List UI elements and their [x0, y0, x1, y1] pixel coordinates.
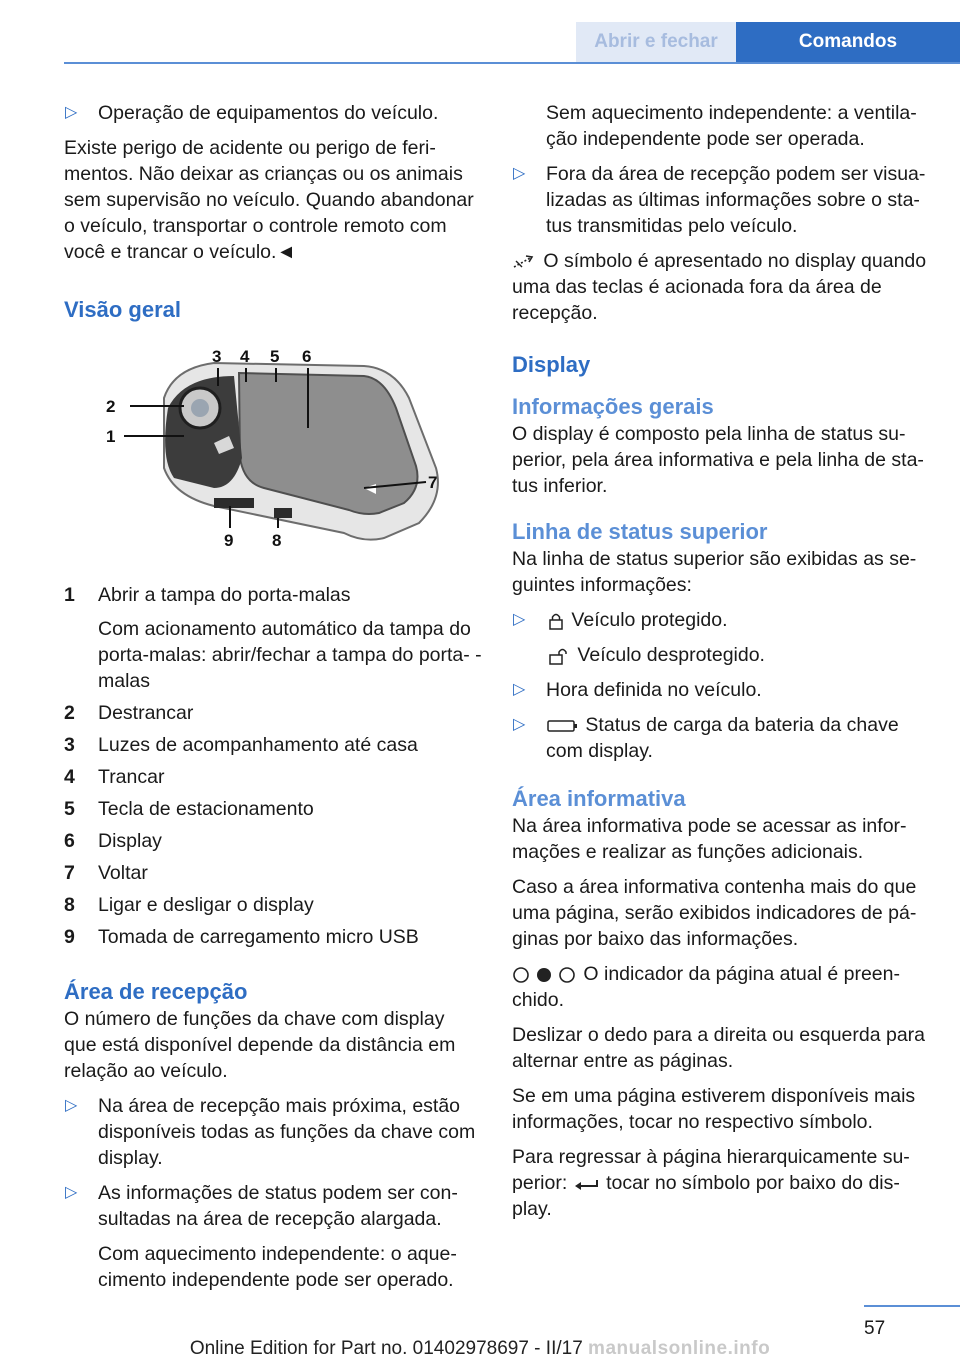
display-key-illustration	[64, 338, 482, 558]
reception-heading: Área de recepção	[64, 979, 248, 1004]
figure-label-7: 7	[428, 473, 438, 492]
legend-item-2: 2 Destrancar	[64, 702, 194, 724]
triangle-bullet-icon: ▷	[513, 681, 526, 698]
legend-item-1: 1 Abrir a tampa do porta-malas Com acionamento automático da tampa do porta-malas: abrir/fechar a tampa do porta- -malas	[64, 584, 482, 692]
bullet-operation: ▷ Operação de equipamentos do veículo.	[65, 102, 439, 124]
padlock-open-icon	[546, 646, 572, 666]
back-arrow-icon	[573, 1176, 601, 1192]
battery-icon	[546, 718, 580, 734]
figure-label-6: 6	[302, 347, 312, 366]
status-battery: ▷ Status de carga da bateria da chave com display.	[513, 714, 899, 762]
warning-text: Existe perigo de acidente ou perigo de feri- mentos. Não deixar as crianças ou os animais sem supervisão no veículo. Quando abandonar o veículo, transportar o controle remoto com você e trancar o veículo.◄	[64, 137, 474, 263]
figure-label-3: 3	[212, 347, 222, 366]
edition-text: Online Edition for Part no. 01402978697 - II/17	[189, 1338, 583, 1359]
general-info-heading: Informações gerais	[512, 394, 714, 419]
swipe-text: Deslizar o dedo para a direita ou esquerda para alternar entre as páginas.	[512, 1024, 926, 1072]
ventilation-text: Sem aquecimento independente: a ventila- ção independente pode ser operada.	[546, 102, 917, 150]
figure-label-9: 9	[224, 531, 234, 550]
triangle-bullet-icon: ▷	[513, 716, 526, 733]
padlock-closed-icon	[546, 611, 566, 631]
figure-label-1: 1	[106, 427, 116, 446]
triangle-bullet-icon: ▷	[513, 165, 526, 182]
status-time: ▷ Hora definida no veículo.	[513, 679, 762, 701]
watermark: manualsonline.info	[588, 1338, 771, 1359]
info-area-text-2: Caso a área informativa contenha mais do que uma página, serão exibidos indicadores de pá- ginas por baixo das informações.	[512, 876, 917, 950]
legend-item-6: 6 Display	[64, 830, 162, 852]
key-figure	[64, 338, 482, 558]
triangle-bullet-icon: ▷	[65, 104, 78, 121]
page-indicator-dots-icon	[512, 966, 578, 984]
figure-label-8: 8	[272, 531, 282, 550]
symbol-note: O símbolo é apresentado no display quando uma das teclas é acionada fora da área de recepção.	[512, 250, 927, 324]
triangle-bullet-icon: ▷	[513, 611, 526, 628]
legend-item-5: 5 Tecla de estacionamento	[64, 798, 314, 820]
figure-label-2: 2	[106, 397, 116, 416]
status-protected: ▷ Veículo protegido.	[513, 609, 728, 631]
triangle-bullet-icon: ▷	[65, 1097, 78, 1114]
more-info-text: Se em uma página estiverem disponíveis mais informações, tocar no respectivo símbolo.	[512, 1085, 916, 1133]
overview-heading: Visão geral	[64, 297, 181, 322]
tab-abrir-e-fechar[interactable]: Abrir e fechar	[576, 22, 736, 62]
right-column	[512, 100, 928, 1231]
general-info-text: O display é composto pela linha de status su- perior, pela área informativa e pela linha de sta- tus inferior.	[512, 423, 924, 497]
status-line-intro: Na linha de status superior são exibidas as se- guintes informações:	[512, 548, 917, 596]
info-area-heading: Área informativa	[512, 786, 686, 811]
left-column	[64, 100, 482, 1302]
back-instruction: Para regressar à página hierarquicamente su- perior: tocar no símbolo por baixo do dis- play.	[512, 1146, 910, 1220]
footer	[0, 1336, 960, 1362]
reception-heater-text: Com aquecimento independente: o aque- cimento independente pode ser operado.	[98, 1243, 457, 1291]
reception-intro: O número de funções da chave com display que está disponível depende da distância em relação ao veículo.	[64, 1008, 456, 1082]
legend-item-8: 8 Ligar e desligar o display	[64, 894, 314, 916]
figure-label-5: 5	[270, 347, 280, 366]
page-number: 57	[864, 1318, 886, 1339]
legend-item-3: 3 Luzes de acompanhamento até casa	[64, 734, 418, 756]
legend-item-4: 4 Trancar	[64, 766, 165, 788]
legend-item-9: 9 Tomada de carregamento micro USB	[64, 926, 419, 948]
header-rule	[64, 62, 960, 64]
outside-bullet: ▷ Fora da área de recepção podem ser visua- lizadas as últimas informações sobre o sta- tus transmitidas pelo veículo.	[513, 163, 926, 237]
reception-bullet-near: ▷ Na área de recepção mais próxima, estão disponíveis todas as funções da chave com display.	[65, 1095, 476, 1169]
display-heading: Display	[512, 352, 591, 377]
figure-label-4: 4	[240, 347, 250, 366]
page-indicator-note: O indicador da página atual é preen- chido.	[512, 963, 900, 1011]
status-line-heading: Linha de status superior	[512, 519, 768, 544]
reception-bullet-extended: ▷ As informações de status podem ser con- sultadas na área de recepção alargada.	[65, 1182, 458, 1230]
info-area-text-1: Na área informativa pode se acessar as infor- mações e realizar as funções adicionais.	[512, 815, 907, 863]
out-of-range-icon	[512, 253, 538, 271]
status-unprotected: Veículo desprotegido.	[512, 642, 928, 668]
page-number-rule	[864, 1305, 960, 1307]
legend-item-7: 7 Voltar	[64, 862, 148, 884]
triangle-bullet-icon: ▷	[65, 1184, 78, 1201]
tab-comandos[interactable]: Comandos	[736, 22, 960, 62]
